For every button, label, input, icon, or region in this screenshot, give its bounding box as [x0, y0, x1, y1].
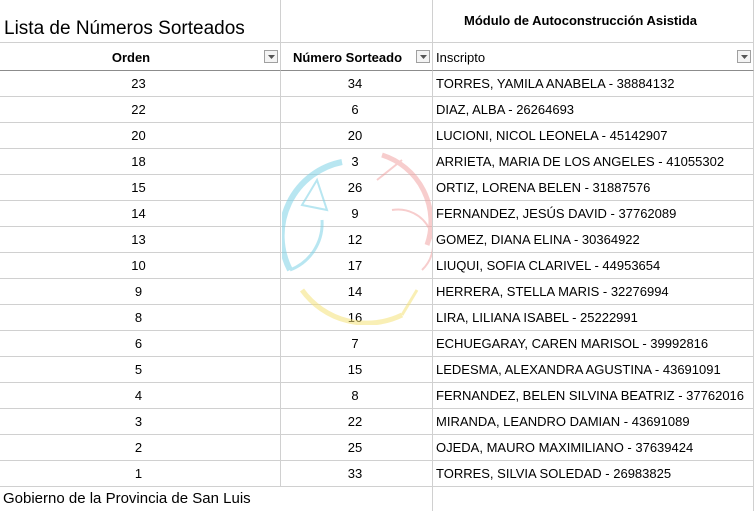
numero-cell[interactable]: 3: [281, 149, 433, 175]
empty-title-cell[interactable]: [281, 0, 433, 43]
orden-cell[interactable]: 2: [0, 435, 281, 461]
orden-cell[interactable]: 9: [0, 279, 281, 305]
filter-dropdown-icon: [420, 55, 427, 59]
numero-cell[interactable]: 17: [281, 253, 433, 279]
orden-cell[interactable]: 6: [0, 331, 281, 357]
table-row: [0, 253, 754, 279]
title-cell[interactable]: [0, 0, 281, 43]
numero-cell[interactable]: 7: [281, 331, 433, 357]
numero-cell[interactable]: 33: [281, 461, 433, 487]
module-title-cell[interactable]: [433, 0, 754, 43]
orden-cell[interactable]: 5: [0, 357, 281, 383]
table-row: [0, 409, 754, 435]
table-row: [0, 305, 754, 331]
numero-cell[interactable]: 6: [281, 97, 433, 123]
orden-cell[interactable]: 20: [0, 123, 281, 149]
header-inscripto[interactable]: [433, 43, 754, 71]
numero-cell[interactable]: 14: [281, 279, 433, 305]
orden-cell[interactable]: 1: [0, 461, 281, 487]
numero-cell[interactable]: 25: [281, 435, 433, 461]
table-row: [0, 149, 754, 175]
header-inscripto-label: Inscripto: [436, 50, 486, 65]
inscripto-cell[interactable]: LEDESMA, ALEXANDRA AGUSTINA - 43691091: [433, 357, 754, 383]
module-title: Módulo de Autoconstrucción Asistida: [464, 13, 698, 28]
inscripto-cell[interactable]: LIRA, LILIANA ISABEL - 25222991: [433, 305, 754, 331]
filter-orden-button[interactable]: [264, 50, 278, 63]
table-row: [0, 71, 754, 97]
filter-numero-button[interactable]: [416, 50, 430, 63]
numero-cell[interactable]: 16: [281, 305, 433, 331]
inscripto-cell[interactable]: ECHUEGARAY, CAREN MARISOL - 39992816: [433, 331, 754, 357]
numero-cell[interactable]: 9: [281, 201, 433, 227]
table-row: [0, 357, 754, 383]
table-row: [0, 201, 754, 227]
orden-cell[interactable]: 3: [0, 409, 281, 435]
orden-cell[interactable]: 18: [0, 149, 281, 175]
table-row: [0, 227, 754, 253]
filter-dropdown-icon: [268, 55, 275, 59]
table-row: [0, 461, 754, 487]
table-row: [0, 383, 754, 409]
table-body: [0, 71, 754, 487]
table-row: [0, 97, 754, 123]
table-row: [0, 279, 754, 305]
header-orden[interactable]: [0, 43, 281, 71]
numero-cell[interactable]: 8: [281, 383, 433, 409]
numero-cell[interactable]: 34: [281, 71, 433, 97]
orden-cell[interactable]: 22: [0, 97, 281, 123]
header-row: [0, 43, 754, 71]
orden-cell[interactable]: 8: [0, 305, 281, 331]
footer-cell[interactable]: Gobierno de la Provincia de San Luis: [0, 487, 433, 511]
inscripto-cell[interactable]: ARRIETA, MARIA DE LOS ANGELES - 41055302: [433, 149, 754, 175]
inscripto-cell[interactable]: MIRANDA, LEANDRO DAMIAN - 43691089: [433, 409, 754, 435]
title-row: [0, 0, 754, 43]
inscripto-cell[interactable]: LUCIONI, NICOL LEONELA - 45142907: [433, 123, 754, 149]
inscripto-cell[interactable]: LIUQUI, SOFIA CLARIVEL - 44953654: [433, 253, 754, 279]
header-numero-label: Número Sorteado: [292, 50, 403, 65]
filter-inscripto-button[interactable]: [737, 50, 751, 63]
orden-cell[interactable]: 14: [0, 201, 281, 227]
numero-cell[interactable]: 12: [281, 227, 433, 253]
header-orden-label: Orden: [111, 50, 151, 65]
inscripto-cell[interactable]: FERNANDEZ, BELEN SILVINA BEATRIZ - 37762016: [433, 383, 754, 409]
filter-dropdown-icon: [741, 55, 748, 59]
footer-row: [0, 487, 754, 511]
sheet-title: Lista de Números Sorteados: [4, 18, 245, 39]
orden-cell[interactable]: 10: [0, 253, 281, 279]
inscripto-cell[interactable]: TORRES, YAMILA ANABELA - 38884132: [433, 71, 754, 97]
header-numero[interactable]: [281, 43, 433, 71]
orden-cell[interactable]: 15: [0, 175, 281, 201]
table-row: [0, 123, 754, 149]
numero-cell[interactable]: 20: [281, 123, 433, 149]
inscripto-cell[interactable]: HERRERA, STELLA MARIS - 32276994: [433, 279, 754, 305]
table-row: [0, 435, 754, 461]
numero-cell[interactable]: 26: [281, 175, 433, 201]
inscripto-cell[interactable]: OJEDA, MAURO MAXIMILIANO - 37639424: [433, 435, 754, 461]
inscripto-cell[interactable]: DIAZ, ALBA - 26264693: [433, 97, 754, 123]
inscripto-cell[interactable]: TORRES, SILVIA SOLEDAD - 26983825: [433, 461, 754, 487]
orden-cell[interactable]: 13: [0, 227, 281, 253]
inscripto-cell[interactable]: FERNANDEZ, JESÚS DAVID - 37762089: [433, 201, 754, 227]
table-row: [0, 331, 754, 357]
table-row: [0, 175, 754, 201]
empty-footer-cell[interactable]: [433, 487, 754, 511]
inscripto-cell[interactable]: GOMEZ, DIANA ELINA - 30364922: [433, 227, 754, 253]
numero-cell[interactable]: 22: [281, 409, 433, 435]
orden-cell[interactable]: 4: [0, 383, 281, 409]
inscripto-cell[interactable]: ORTIZ, LORENA BELEN - 31887576: [433, 175, 754, 201]
orden-cell[interactable]: 23: [0, 71, 281, 97]
numero-cell[interactable]: 15: [281, 357, 433, 383]
